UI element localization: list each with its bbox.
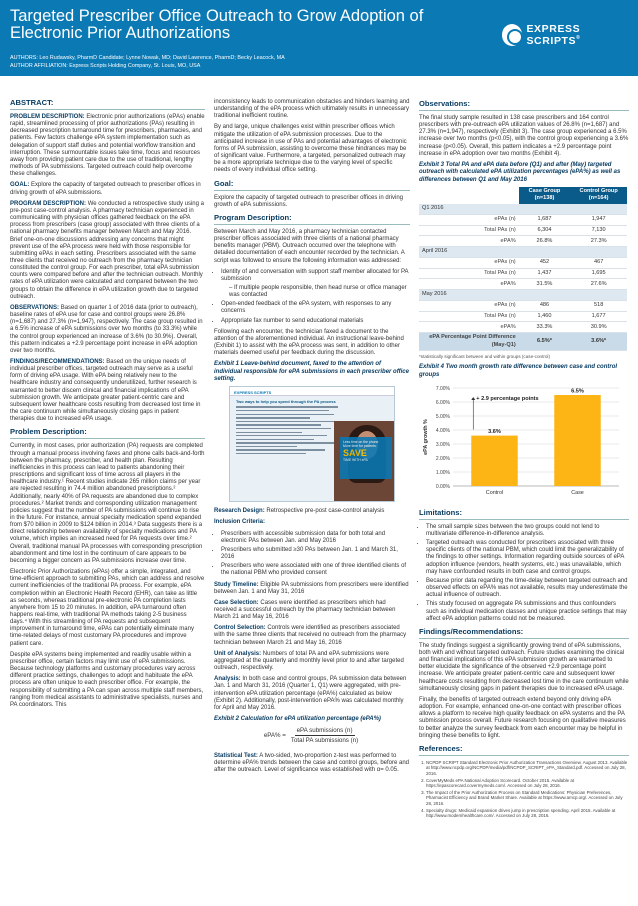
exhibit1-heading: Two ways to help you speed through the PA process <box>236 399 336 405</box>
table-cell-control: 1,677 <box>570 311 627 322</box>
unit-of-analysis-label: Unit of Analysis: <box>214 650 262 657</box>
exhibit1-text-line <box>236 421 336 422</box>
y-tick-label: 2.00% <box>435 455 450 462</box>
table-summary-label: ePA Percentage Point Difference (May-Q1) <box>419 333 519 351</box>
reference-item: 2. CoverMyMeds ePA National Adoption Scorecard. October 2015. Available at https://epascorecard.covermymeds.com/. Accessed on July 28, 2016. <box>426 778 629 789</box>
formula-fraction <box>289 727 360 744</box>
study-timeline-label: Study Timeline: <box>214 581 259 588</box>
exhibit1-callout-line3: TIME WITH ePA <box>343 458 368 463</box>
table-cell-case: 6,304 <box>519 225 571 236</box>
exhibit3-caption: Exhibit 3 Total PA and ePA data before (Q1) and after (May) targeted outreach with calculated ePA utilization percentages (ePA%) as well as differences between Q1 and May 2016 <box>419 161 621 183</box>
table-cell-control: 30.9% <box>570 322 627 333</box>
table-row <box>419 225 627 236</box>
exhibit1-callout-big: SAVE <box>343 448 367 459</box>
reference-item: 3. The Impact of the Prior Authorization Process on Standard Medications: Physician Preferences, Pharmacist Efficiency and Brand Market Share. Available at https://www.amcp.org/. Accessed on July 28, 2016. <box>426 790 629 806</box>
x-tick-label: Case <box>571 489 584 496</box>
y-tick-label: 0.00% <box>435 483 450 490</box>
table-row <box>419 279 627 290</box>
unit-of-analysis <box>214 651 410 672</box>
y-tick-label: 5.00% <box>435 413 450 420</box>
limitations-list <box>426 524 629 623</box>
abstract-problem-text: Electronic prior authorizations (ePAs) enable rapid, streamlined processing of prior authorizations (PAs) resulting in decreased prescription turnaround time for prescribers, pharmacies, and patients. Few factors challenge ePA system implementation such as delegation of support staff duties and potential workflow transition and interruption. These surmountable issues take time, focus and resources away from providing patient care due to the use of traditional, lengthy methods of PA submissions. Targeted outreach could help overcome these challenges. <box>10 114 205 178</box>
followup-text: Following each encounter, the technician faxed a document to the attention of the aforementioned individual. An instructional leave-behind (Exhibit 1) to assist with the ePA process was sent, in addition to other materials deemed useful per feedback during the discussion. <box>214 328 404 357</box>
research-design-text: Retrospective pre-post case-control analysis <box>266 508 385 515</box>
exhibit1-topbar <box>230 387 394 396</box>
inclusion-bullet: • Prescribers with accessible submission data for both total and electronic PAs between Jan. and May 2016 <box>221 531 410 545</box>
script-sub-bullet: – If multiple people responsible, then head nurse or office manager was contacted <box>229 284 407 299</box>
statistical-test <box>214 753 410 774</box>
case-selection <box>214 600 410 621</box>
unit-of-analysis-text: Numbers of total PA and ePA submissions were aggregated at the quarterly and monthly level prior to and after targeted outreach, respectively. <box>214 650 404 672</box>
table-cell-case: 1,687 <box>519 214 571 225</box>
case-selection-text: Cases were identified as prescribers which had received a successful outreach by the pharmacy technician between March 21 and May 16, 2016 <box>214 599 396 621</box>
script-bullet-list <box>221 269 410 325</box>
table-header-control: Control Group (n=164) <box>570 187 627 204</box>
abstract-goal <box>10 182 205 196</box>
abstract-findings-label: FINDINGS/RECOMMENDATIONS: <box>10 359 105 365</box>
column-middle <box>214 99 410 778</box>
analysis-text: In both case and control groups, PA submission data between Jan. 1 and March 31, 2016 (Quarter 1, Q1) were aggregated, with pre-intervention ePA utilization percentage (ePA%) calculated as below (Exhibit 2). Additionally, post-intervention ePA% was calculated monthly for April and May 2016. <box>214 676 407 711</box>
authors-line: AUTHORS: Leo Rudawsky, PharmD Candidate; Lynne Nowak, MD; David Lawrence, PharmD; Becky Leacock, MA <box>10 55 285 61</box>
data-label: 3.6% <box>488 428 501 435</box>
table-cell-case: 26.8% <box>519 236 571 247</box>
exhibit1-callout-line1: Less time on the phone. <box>343 440 380 445</box>
statistical-test-text: A two-sided, two-proportion z-test was performed to determine ePA% trends between the case and control groups, before and after the outreach. Level of significance was established with α= 0.05. <box>214 752 410 773</box>
case-selection-label: Case Selection: <box>214 599 259 606</box>
exhibit2-caption: Exhibit 2 Calculation for ePA utilization percentage (ePA%) <box>214 716 381 723</box>
reference-item: 1. NCPDP SCRIPT Standard Electronic Prior Authorization Transactions Overview. August 2013. Available at http://www.ncpdp.org/NCPDP/media/pdf/NCPDP_SCRIPT_ePA_Standard.pdf. Accessed on July 28, 2016. <box>426 760 629 776</box>
statistical-test-label: Statistical Test: <box>214 752 258 759</box>
affiliation-line: AUTHOR AFFILIATION: Express Scripts Holding Company, St. Louis, MO, USA <box>10 63 201 69</box>
y-tick-label: 6.00% <box>435 399 450 406</box>
table-row <box>419 268 627 279</box>
problem-heading: Problem Description: <box>10 427 205 439</box>
table-header-blank <box>419 187 519 204</box>
formula-denominator: Total PA submissions (n) <box>290 737 359 745</box>
y-tick-label: 3.00% <box>435 441 450 448</box>
exhibit1-brand: EXPRESS SCRIPTS <box>234 390 272 396</box>
table-row <box>419 236 627 247</box>
problem-continuation: inconsistency leads to communication obstacles and hinders learning and understanding of the ePA process which ultimately results in unnecessary traditional inefficient routine. <box>214 99 410 120</box>
table-summary-control: 3.6%* <box>570 333 627 351</box>
table-row <box>419 257 627 268</box>
control-selection-text: Controls were identified as prescribers associated with the same three clients that received no outreach from the pharmacy technician between March 21 and May 16, 2016 <box>214 625 407 646</box>
table-period-row <box>419 247 627 258</box>
control-selection-label: Control Selection: <box>214 625 266 632</box>
exhibit1-text-line <box>236 435 327 436</box>
table-row-label: ePAs (n) <box>419 257 519 268</box>
logo-mark-icon <box>502 24 522 46</box>
program-text: Between March and May 2016, a pharmacy technician contacted prescriber offices associated with three clients of a national pharmacy benefits manager (PBM). Outreach occurred over the telephone with detailed documentation of each encounter recorded by the technician. A script was followed to ensure the following information was addressed: <box>214 228 405 264</box>
abstract-program <box>10 201 205 301</box>
script-bullet: • Identity of and conversation with support staff member allocated for PA submission <box>221 269 410 283</box>
annotation-label: + 2.9 percentage points <box>476 395 539 402</box>
exhibit4-caption: Exhibit 4 Two month growth rate difference between case and control groups <box>419 364 618 378</box>
abstract-goal-label: GOAL: <box>10 182 30 189</box>
references-list <box>426 760 629 819</box>
table-summary-case: 6.5%* <box>519 333 571 351</box>
table-cell-control: 1,947 <box>570 214 627 225</box>
inclusion-bullet: • Prescribers who were associated with one of three identified clients of the national PBM who provided consent <box>221 563 410 577</box>
analysis <box>214 676 410 712</box>
limitation-item: • Because prior data regarding the time-delay between targeted outreach and observed effects on ePA% was not available, results may underestimate the actual influence of outreach. <box>426 578 629 599</box>
logo-registered-mark: ® <box>576 35 581 41</box>
table-period-label: April 2016 <box>419 247 627 258</box>
limitations-heading: Limitations: <box>419 508 629 520</box>
exhibit1-text-line <box>236 428 331 429</box>
exhibit1-text-line <box>236 442 334 443</box>
exhibit3-table <box>419 187 627 351</box>
exhibit1-text-line <box>236 414 334 415</box>
formula-numerator: ePA submissions (n) <box>295 727 355 736</box>
table-period-label: Q1 2016 <box>419 204 627 214</box>
abstract-goal-text: Explore the capacity of targeted outreach to prescriber offices in driving growth of ePA submissions. <box>10 182 201 196</box>
table-cell-case: 31.5% <box>519 279 571 290</box>
reference-item: 4. Specialty drugs: Medicaid expansion drives jump in prescription spending. April 2015. Available at http://www.modernhealthcare.com/. Accessed on July 28, 2016. <box>426 808 629 819</box>
research-design <box>214 508 410 515</box>
abstract-problem-label: PROBLEM DESCRIPTION: <box>10 114 85 120</box>
table-cell-control: 7,130 <box>570 225 627 236</box>
y-tick-label: 1.00% <box>435 469 450 476</box>
table-footnote: *statistically significant between and within groups (case-control) <box>419 354 550 360</box>
table-cell-case: 33.3% <box>519 322 571 333</box>
table-cell-case: 486 <box>519 300 571 311</box>
exhibit1-leave-behind-image <box>229 386 395 502</box>
exhibit1-text-line <box>236 439 314 440</box>
limitation-item: • This study focused on aggregate PA submissions and thus confounders such as individual medication classes and unique practice settings that may affect ePA adoption patterns could not be measured. <box>426 601 629 622</box>
table-row-label: ePAs (n) <box>419 214 519 225</box>
program-heading: Program Description: <box>214 213 410 225</box>
logo-text <box>526 23 630 47</box>
observations-heading: Observations: <box>419 99 629 111</box>
limitation-item: • The small sample sizes between the two groups could not lend to multivariate difference-in-difference analysis. <box>426 524 629 538</box>
exhibit1-text-line <box>236 410 329 411</box>
exhibit3-table-body <box>419 204 627 350</box>
abstract-findings-text: Based on the unique needs of individual prescriber offices, targeted outreach may serve as a useful form of driving ePA usage. With ePA being relatively new to the healthcare industry and consequently underutilized, further research is warranted to better discern clinical and financial implications of ePA submission growth. We anticipate greater patient-centric care and subsequent lower healthcare costs resulting from decreased lost time in the care continuum while simultaneously closing gaps in patient therapies due to increased ePA usage. <box>10 359 201 423</box>
table-cell-control: 518 <box>570 300 627 311</box>
y-axis-label: ePA growth % <box>423 418 429 455</box>
table-row <box>419 300 627 311</box>
exhibit1-callout-box <box>340 437 392 479</box>
poster-title: Targeted Prescriber Office Outreach to Grow Adoption of Electronic Prior Authorizations <box>10 7 424 42</box>
bar-case <box>554 395 600 486</box>
table-period-label: May 2016 <box>419 290 627 301</box>
y-tick-label: 4.00% <box>435 427 450 434</box>
poster-header <box>0 0 638 76</box>
table-cell-case: 1,460 <box>519 311 571 322</box>
table-row <box>419 311 627 322</box>
analysis-label: Analysis: <box>214 676 241 683</box>
table-row-label: ePA% <box>419 279 519 290</box>
abstract-program-text: We conducted a retrospective study using a pre-post case-control analysis. A pharmacy technician experienced in communicating with physician offices gathered feedback on the ePA process from prescribers (case group) associated with three clients of a national pharmacy benefits manager between March and May 2016. Brief one-on-one discussions addressing any concerns that might prevent use of the ePA process were held with those responsible for submitting ePAs in each setting. Prescribers associated with the same three clients that received no outreach from the pharmacy technician constituted the control group. For each prescriber, total ePA submission counts were compared before and after the technician outreach. Monthly rates of ePA utilization were calculated and compared between the two groups to obtain the difference in ePA utilization growth due to targeted outreach. <box>10 200 204 300</box>
table-row-label: ePA% <box>419 322 519 333</box>
abstract-observations <box>10 305 205 355</box>
script-bullet: • Appropriate fax number to send educational materials <box>221 318 410 325</box>
exhibit1-text-line <box>236 406 338 407</box>
abstract-problem <box>10 114 205 178</box>
express-scripts-logo <box>502 20 630 50</box>
script-bullet: • Open-ended feedback of the ePA system, with responses to any concerns <box>221 301 410 315</box>
table-cell-control: 467 <box>570 257 627 268</box>
table-row-label: Total PAs (n) <box>419 268 519 279</box>
challenges-paragraph: By and large, unique challenges exist within prescriber offices which mitigate the utilization of ePA submission processes. Due to the anticipated increase in use of PAs and potential advantages of electronic forms of PA submission, assisting to overcome these hindrances may be of significant value. Furthermore, a targeted, personalized outreach may be a more appropriate technique due to the varying level of specific needs of every individual office setting. <box>214 124 407 174</box>
table-row <box>419 214 627 225</box>
exhibit1-text-line <box>236 446 297 447</box>
inclusion-label: Inclusion Criteria: <box>214 519 266 526</box>
findings-paragraph-2: Finally, the benefits of targeted outreach extend beyond only driving ePA adoption. For example, enhanced one-on-one contact with prescriber offices allows a platform to receive high quality feedback on ePA systems and the PA submission process overall. Future research focusing on qualitative measures to better analyze the survey feedback from each encounter may be helpful in bringing these benefits to light. <box>419 696 626 739</box>
problem-paragraph-3: Despite ePA systems being implemented and readily usable within a prescriber office, certain factors may limit use of ePA submissions. Because technology platforms and customary procedures vary across different practice settings, challenges to adopt and habituate the ePA process are often unique to each prescriber office. For example, the responsibility of submitting a PA can span across multiple staff members, ranging from medical assistants to administrative specialists, nurses and PA coordinators. This <box>10 651 204 708</box>
exhibit1-text-line <box>236 449 325 450</box>
problem-paragraph-1: Currently, in most cases, prior authorization (PA) requests are completed through a manual process involving faxes and phone calls back-and-forth between the pharmacy, prescriber, and health plan. Resulting inefficiencies in this process can lead to patients abandoning their prescriptions and significant loss of time across all players in the healthcare industry.¹ Recent studies indicate 265 million claims per year are rejected resulting in 74.4 million abandoned prescriptions.² Additionally, nearly 40% of PA requests are abandoned due to complex procedures.² Market trends and corresponding utilization management policies suggest that the number of PA submissions will continue to rise in the future. For instance, annual specialty medication spend expanded from $70 billion in 2009 to $124 billion in 2014.³ Data suggests there is a direct relationship between availability of specialty medications and PA volume, which implies an increased need for PA requests over time.² Overall, traditional manual PA processes with corresponding prescription abandonment and time lost in the continuum of care appears to be becoming a bigger concern as PA submissions increase over time. <box>10 443 205 564</box>
abstract-observations-label: OBSERVATIONS: <box>10 304 60 311</box>
goal-heading: Goal: <box>214 179 410 191</box>
goal-text: Explore the capacity of targeted outreach to prescriber offices in driving growth of ePA submissions. <box>214 194 403 208</box>
epa-formula <box>214 727 410 744</box>
abstract-observations-text: Based on quarter 1 of 2016 data (prior to outreach), baseline rates of ePA use for case and control groups were 26.8% (n=1,687) and 27.3% (n=1,947), respectively. The case group resulted in a 6.5% increase of ePA submissions over two months (to 33.3%) while the control group experienced an increase of 3.6% (to 30.9%). Overall, this pattern indicates a +2.9 percentage point increase in ePA adoption over two months. <box>10 304 203 354</box>
table-period-row <box>419 290 627 301</box>
exhibit1-text-line <box>236 424 321 425</box>
table-period-row <box>419 204 627 214</box>
table-cell-case: 452 <box>519 257 571 268</box>
bar-control <box>471 435 517 485</box>
table-row <box>419 322 627 333</box>
table-row-label: ePA% <box>419 236 519 247</box>
exhibit1-caption: Exhibit 1 Leave-behind document, faxed to the attention of individual responsible for ePA submissions in each prescriber office setting. <box>214 361 409 382</box>
exhibit1-text-line <box>236 453 306 454</box>
control-selection <box>214 625 410 646</box>
observations-text: The final study sample resulted in 138 case prescribers and 164 control prescribers with pre-outreach ePA utilization values of 26.8% (n=1,687) and 27.3% (n=1,947), respectively (Exhibit 3). The case group experienced a 6.5% increase over two months (p<0.05), with the control group experiencing a 3.6% increase (p<0.05). Overall, this pattern indicates a +2.9 percentage point increase in ePA adoption over two months (Exhibit 4). <box>419 115 629 157</box>
exhibit4-bar-chart <box>419 382 627 502</box>
table-header-case: Case Group (n=138) <box>519 187 571 204</box>
limitation-item: • Targeted outreach was conducted for prescribers associated with three specific clients of the national PBM, which could limit the generalizability of the findings to other settings. Information regarding outside sources of ePA adoption influence (vendors, health systems, etc.) was unavailable, which may have confounded results in both case and control groups. <box>426 540 629 576</box>
table-header-row <box>419 187 627 204</box>
inclusion-bullet: • Prescribers who submitted ≥30 PAs between Jan. 1 and March 31, 2016 <box>221 547 410 561</box>
table-row-label: Total PAs (n) <box>419 311 519 322</box>
study-timeline <box>214 582 410 596</box>
column-left <box>10 98 205 713</box>
findings-paragraph-1: The study findings suggest a significantly growing trend of ePA submissions, both with and without targeted outreach. Future studies examining the clinical and financial implications of this ePA submission growth are warranted to better elucidate the significance of the observed +2.9 percentage point increase. We anticipate greater patient-centric care and subsequent lower healthcare costs resulting from decreased lost time in the care continuum while simultaneously closing gaps in patient therapies due to increased ePA usage. <box>419 642 629 692</box>
research-design-label: Research Design: <box>214 508 265 515</box>
table-cell-control: 27.3% <box>570 236 627 247</box>
inclusion-bullet-list <box>221 531 410 578</box>
formula-lhs: ePA% = <box>263 732 286 740</box>
table-row-label: Total PAs (n) <box>419 225 519 236</box>
abstract-findings <box>10 359 205 423</box>
problem-paragraph-2: Electronic Prior Authorizations (ePAs) offer a simple, integrated, and time-efficient approach to submitting PAs, which can address and resolve current inefficiencies of the traditional PA process. For example, ePA completion within an Electronic Health Record (EHR), can take as little as seconds, whereas traditional pre-electronic PA completion lasts anywhere from 15 to 20 minutes. In addition, ePA turnaround often happens real-time, with traditional PA methods taking 2-5 business days.⁴ With this streamlining of PA requests and subsequent improvement in turnaround time, ePAs can potentially eliminate many time-related delays of most customary PA procedures and improve patient care. <box>10 569 205 647</box>
data-label: 6.5% <box>571 388 584 395</box>
abstract-heading: ABSTRACT: <box>10 98 205 110</box>
table-cell-control: 1,695 <box>570 268 627 279</box>
exhibit1-text-line <box>236 432 302 433</box>
table-cell-control: 27.6% <box>570 279 627 290</box>
annotation-arrow-head-icon <box>471 397 475 400</box>
table-cell-case: 1,437 <box>519 268 571 279</box>
table-row-label: ePAs (n) <box>419 300 519 311</box>
references-heading: References: <box>419 744 629 756</box>
exhibit1-body-text <box>236 400 342 456</box>
inclusion-criteria-label <box>214 519 410 526</box>
table-summary-row <box>419 333 627 351</box>
study-timeline-text: Eligible PA submissions from prescribers were identified between Jan. 1 and May 31, 2016 <box>214 581 409 595</box>
logo-wordmark: EXPRESS SCRIPTS <box>526 23 581 47</box>
findings-heading: Findings/Recommendations: <box>419 627 629 639</box>
column-right <box>419 99 629 820</box>
abstract-program-label: PROGRAM DESCRIPTION: <box>10 200 87 207</box>
y-tick-label: 7.00% <box>435 385 450 392</box>
exhibit1-text-line <box>236 417 310 418</box>
exhibit1-callout-line2: More time for patients. <box>343 444 377 449</box>
x-tick-label: Control <box>485 489 504 496</box>
